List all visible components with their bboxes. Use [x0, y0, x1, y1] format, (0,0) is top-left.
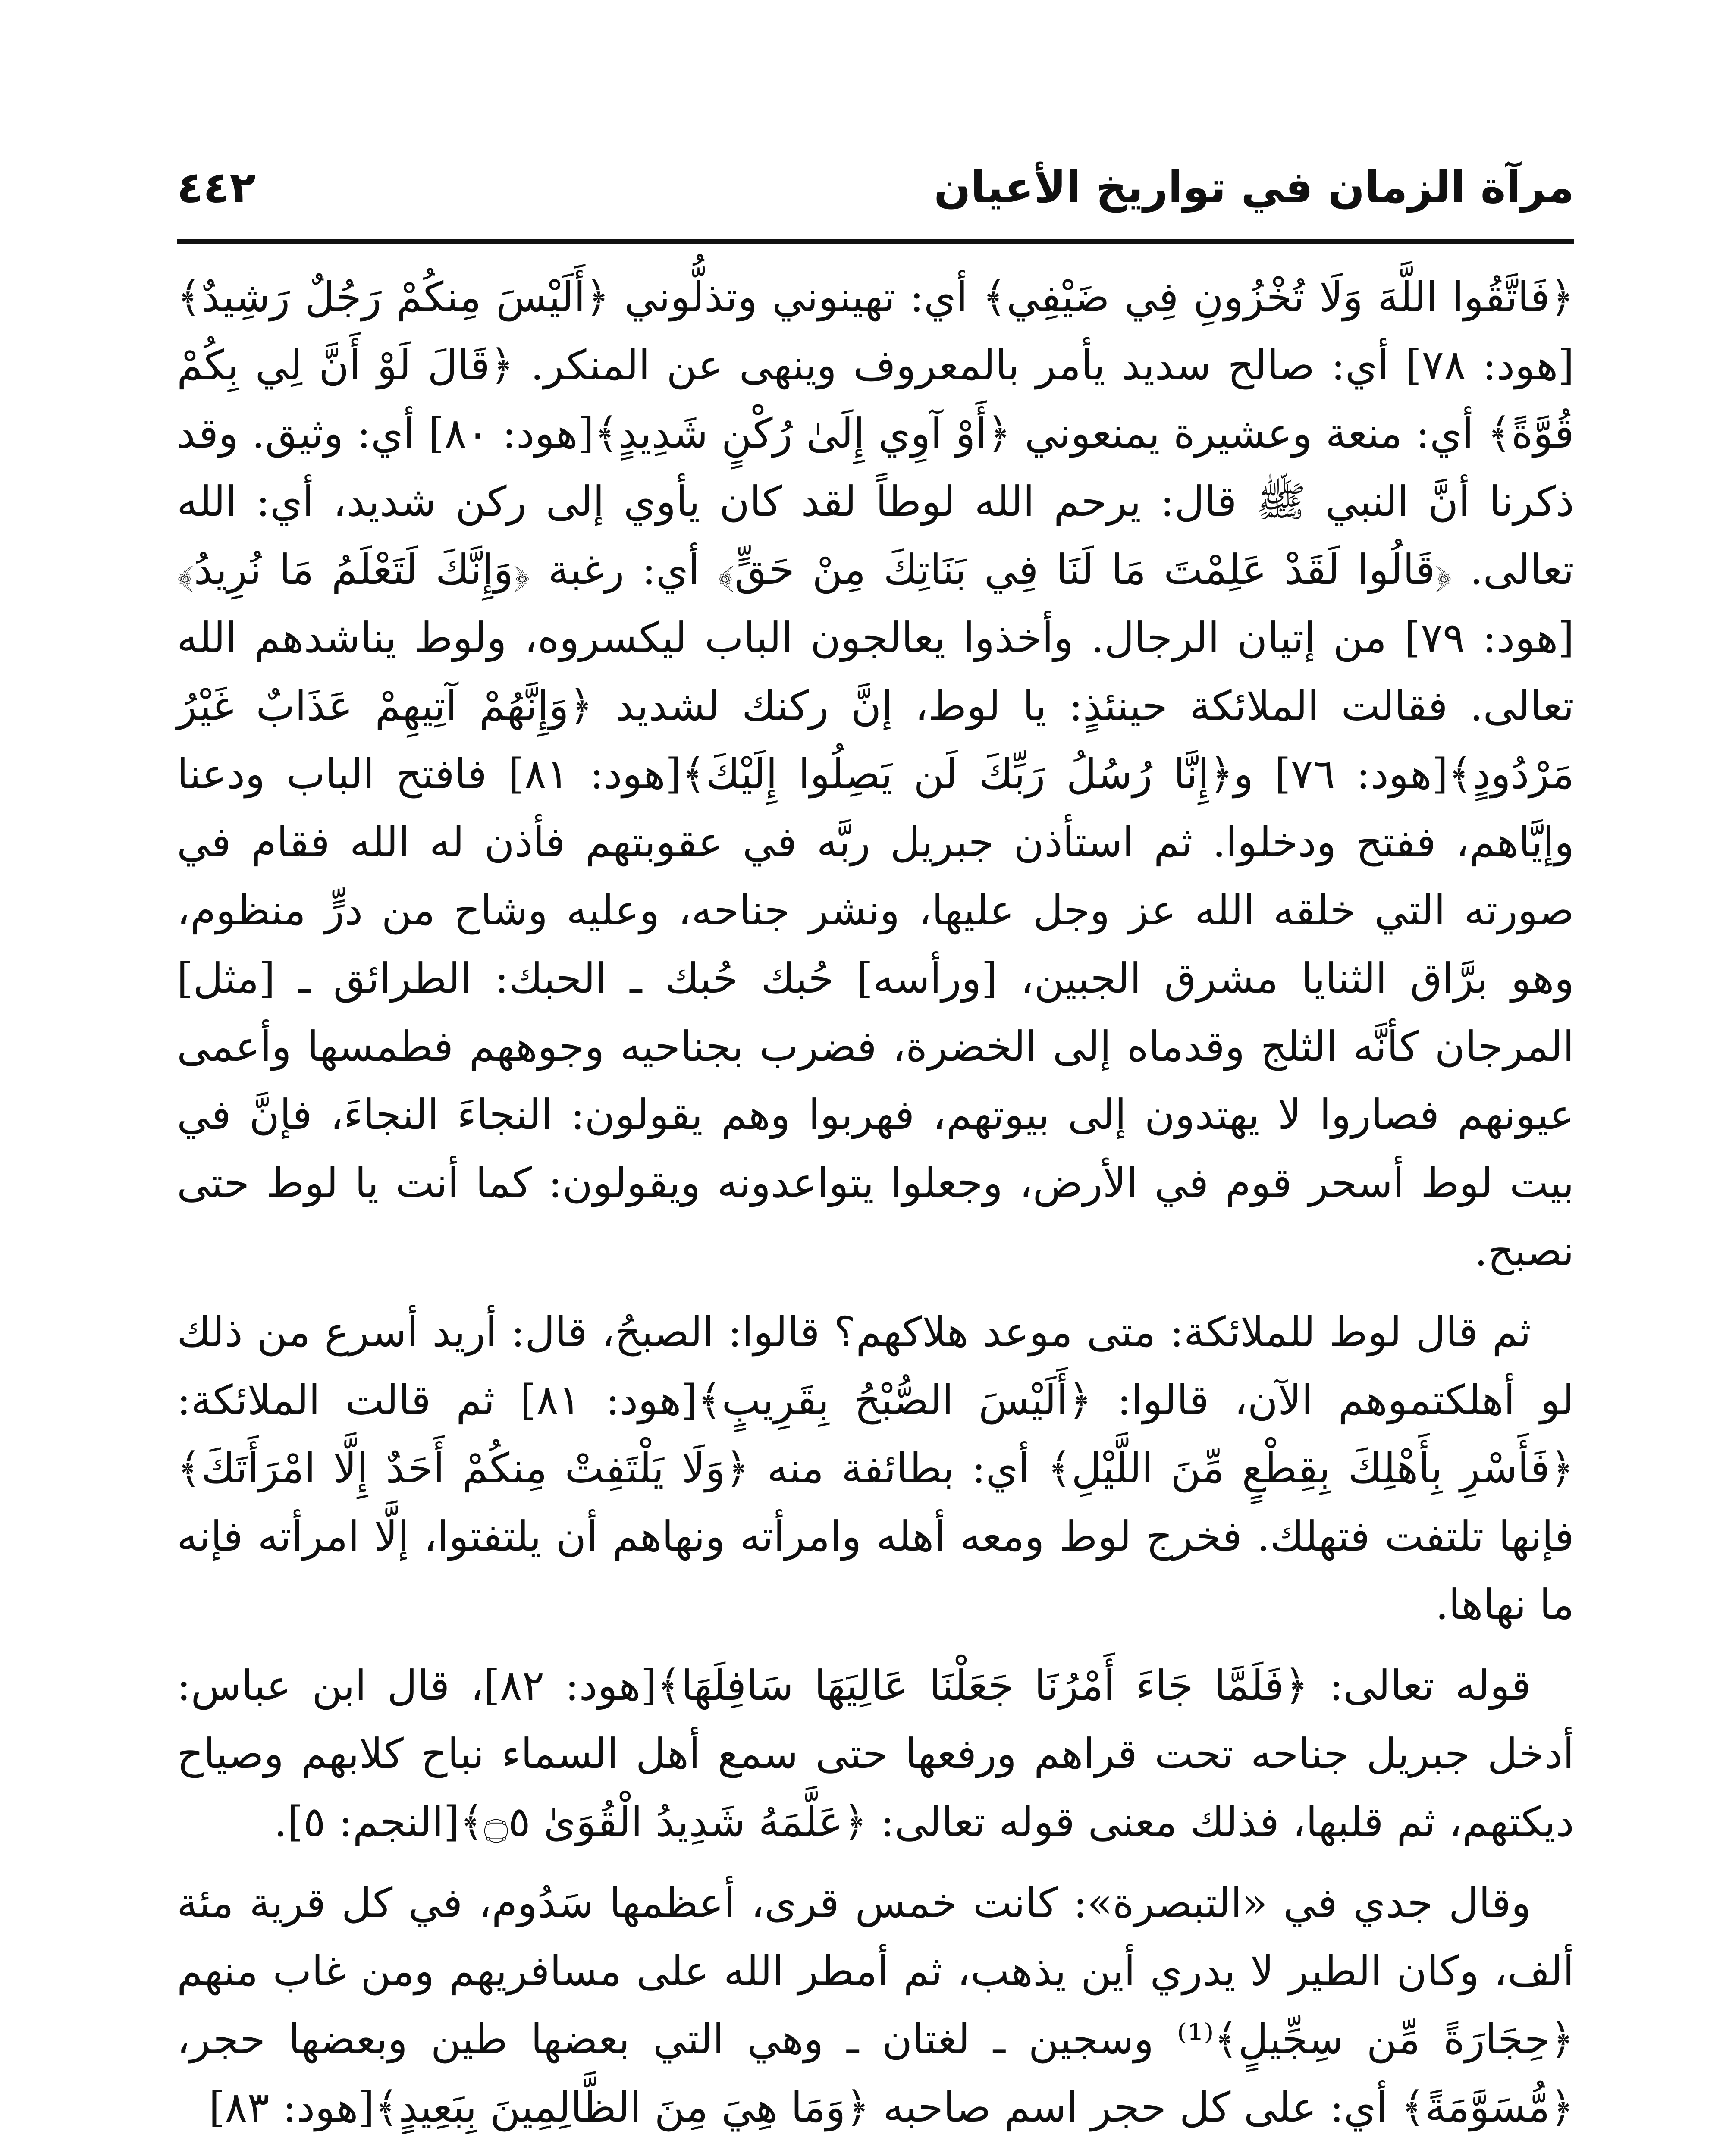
paragraph: ﴿فَاتَّقُوا اللَّهَ وَلَا تُخْزُونِ فِي ضَيْفِي﴾ أي: تهينوني وتذلُّوني ﴿أَلَيْسَ مِنكُمْ رَجُلٌ رَشِيدٌ﴾[هود: ٧٨] أي: صالح سديد يأمر بالمعروف وينهى عن المنكر. ﴿قَالَ لَوْ أَنَّ لِي بِكُمْ قُوَّةً﴾ أي: منعة وعشيرة يمنعوني ﴿أَوْ آوِي إِلَىٰ رُكْنٍ شَدِيدٍ﴾[هود: ٨٠] أي: وثيق. وقد ذكرنا أنَّ النبي ﷺ قال: يرحم الله لوطاً لقد كان يأوي إلى ركن شديد، أي: الله تعالى. ﴿قَالُوا لَقَدْ عَلِمْتَ مَا لَنَا فِي بَنَاتِكَ مِنْ حَقٍّ﴾ أي: رغبة ﴿وَإِنَّكَ لَتَعْلَمُ مَا نُرِيدُ﴾[هود: ٧٩] من إتيان الرجال. وأخذوا يعالجون الباب ليكسروه، ولوط يناشدهم الله تعالى. فقالت الملائكة حينئذٍ: يا لوط، إنَّ ركنك لشديد ﴿وَإِنَّهُمْ آتِيهِمْ عَذَابٌ غَيْرُ مَرْدُودٍ﴾[هود: ٧٦] و﴿إِنَّا رُسُلُ رَبِّكَ لَن يَصِلُوا إِلَيْكَ﴾[هود: ٨١] فافتح الباب ودعنا وإيَّاهم، ففتح ودخلوا. ثم استأذن جبريل ربَّه في عقوبتهم فأذن له الله فقام في صورته التي خلقه الله عز وجل عليها، ونشر جناحه، وعليه وشاح من درٍّ منظوم، وهو برَّاق الثنايا مشرق الجبين، [ورأسه] حُبك حُبك ـ الحبك: الطرائق ـ [مثل] المرجان كأنَّه الثلج وقدماه إلى الخضرة، فضرب بجناحيه وجوههم فطمسها وأعمى عيونهم فصاروا لا يهتدون إلى بيوتهم، فهربوا وهم يقولون: النجاءَ النجاءَ، فإنَّ في بيت لوط أسحر قوم في الأرض، وجعلوا يتواعدونه ويقولون: كما أنت يا لوط حتى نصبح.	[177, 273, 1575, 1275]
paragraph: وقال جدي في «التبصرة»: كانت خمس قرى، أعظمها سَدُوم، في كل قرية مئة ألف، وكان الطير لا يدري أين يذهب، ثم أمطر الله على مسافريهم ومن غاب منهم ﴿حِجَارَةً مِّن سِجِّيلٍ﴾⁽¹⁾ وسجين ـ لغتان ـ وهي التي بعضها طين وبعضها حجر، ﴿مُّسَوَّمَةً﴾ أي: على كل حجر اسم صاحبه ﴿وَمَا هِيَ مِنَ الظَّالِمِينَ بِبَعِيدٍ﴾[هود: ٨٣]	[177, 1879, 1575, 2131]
book-title: مرآة الزمان في تواريخ الأعيان	[934, 162, 1574, 213]
main-text	[177, 263, 1574, 2154]
running-header	[177, 142, 1574, 229]
header-divider	[177, 239, 1574, 244]
paragraph: قوله تعالى: ﴿فَلَمَّا جَاءَ أَمْرُنَا جَعَلْنَا عَالِيَهَا سَافِلَهَا﴾[هود: ٨٢]، قال ابن عباس: أدخل جبريل جناحه تحت قراهم ورفعها حتى سمع أهل السماء نباح كلابهم وصياح ديكتهم، ثم قلبها، فذلك معنى قوله تعالى: ﴿عَلَّمَهُ شَدِيدُ الْقُوَىٰ ۝٥﴾[النجم: ٥].	[177, 1661, 1574, 1846]
page-number: ٤٤٢	[177, 162, 256, 213]
paragraph: ثم قال لوط للملائكة: متى موعد هلاكهم؟ قالوا: الصبحُ، قال: أريد أسرع من ذلك لو أهلكتموهم الآن، قالوا: ﴿أَلَيْسَ الصُّبْحُ بِقَرِيبٍ﴾[هود: ٨١] ثم قالت الملائكة: ﴿فَأَسْرِ بِأَهْلِكَ بِقِطْعٍ مِّنَ اللَّيْلِ﴾ أي: بطائفة منه ﴿وَلَا يَلْتَفِتْ مِنكُمْ أَحَدٌ إِلَّا امْرَأَتَكَ﴾ فإنها تلتفت فتهلك. فخرج لوط ومعه أهله وامرأته ونهاهم أن يلتفتوا، إلَّا امرأته فإنه ما نهاها.	[177, 1308, 1575, 1629]
